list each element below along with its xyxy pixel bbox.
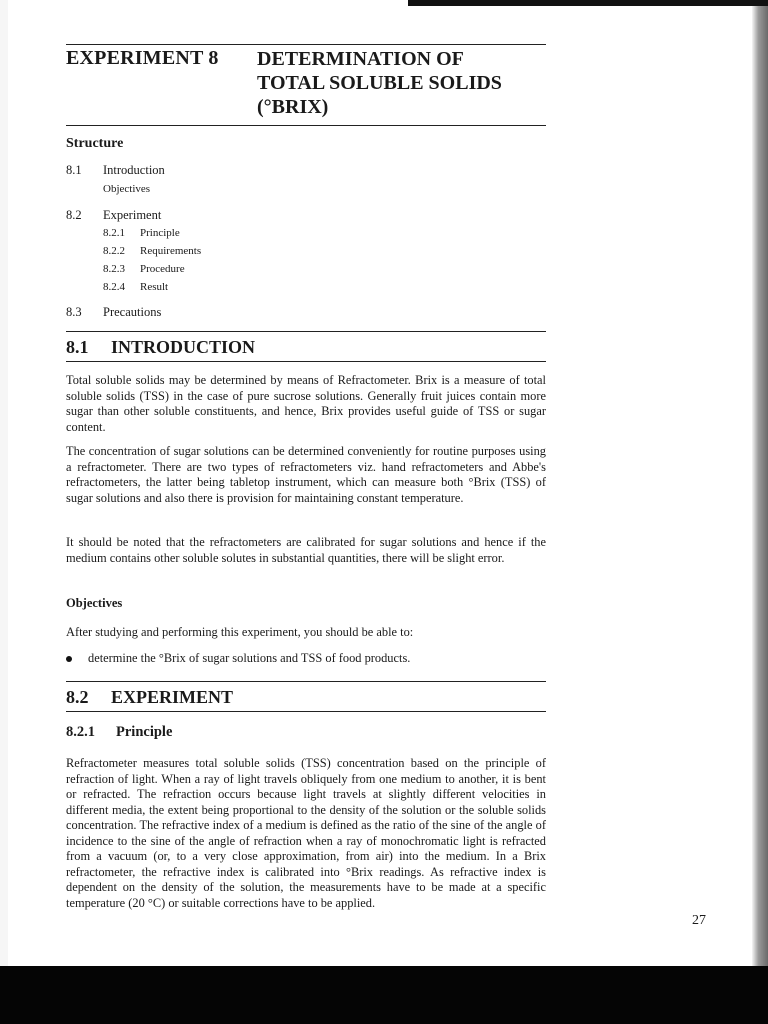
section-heading-experiment bbox=[66, 687, 233, 708]
toc-label: Introduction bbox=[103, 163, 165, 177]
toc-sublabel: Result bbox=[140, 281, 169, 293]
section-title: EXPERIMENT bbox=[111, 687, 234, 707]
toc-subnumber: 8.2.1 bbox=[103, 227, 125, 239]
scan-top-edge bbox=[408, 0, 768, 6]
title-bottom-rule bbox=[66, 125, 546, 126]
section-8-2-bottom-rule bbox=[66, 711, 546, 712]
objective-bullet bbox=[66, 651, 410, 666]
title-line-1: DETERMINATION OF bbox=[257, 48, 464, 70]
page-number: 27 bbox=[692, 913, 706, 928]
objectives-heading: Objectives bbox=[66, 596, 123, 610]
title-line-3: (°BRIX) bbox=[257, 96, 329, 118]
toc-subitem-result bbox=[103, 281, 168, 293]
section-heading-introduction bbox=[66, 337, 255, 358]
toc-number: 8.1 bbox=[66, 163, 82, 177]
toc-subnumber: 8.2.3 bbox=[103, 263, 125, 275]
intro-paragraph-3: It should be noted that the refractometers are calibrated for sugar solutions and hence if the medium contains other soluble solutes in substantial quantities, there will be slight error. bbox=[66, 535, 546, 565]
section-title: INTRODUCTION bbox=[111, 337, 256, 357]
structure-heading: Structure bbox=[66, 136, 124, 151]
section-8-2-top-rule bbox=[66, 681, 546, 682]
title-top-rule bbox=[66, 44, 546, 45]
toc-subitem-requirements bbox=[103, 245, 201, 257]
objectives-intro: After studying and performing this experiment, you should be able to: bbox=[66, 625, 414, 639]
subsection-number: 8.2.1 bbox=[66, 724, 95, 740]
toc-number: 8.3 bbox=[66, 305, 82, 319]
toc-subnumber: 8.2.2 bbox=[103, 245, 125, 257]
experiment-title bbox=[257, 47, 547, 119]
intro-paragraph-1: Total soluble solids may be determined by means of Refractometer. Brix is a measure of total soluble solids (TSS) in the case of pure sucrose solutions. Generally fruit juices contain more sugar than other soluble constituents, and hence, Brix provides useful guide of TSS or sugar content. bbox=[66, 373, 546, 434]
intro-paragraph-2: The concentration of sugar solutions can be determined conveniently for routine purposes using a refractometer. There are two types of refractometers viz. hand refractometers and Abbe's refractometers, the latter being tabletop instrument, which can measure both °Brix (TSS) of sugar solutions and also there is provision for maintaining constant temperature. bbox=[66, 444, 546, 505]
subsection-title: Principle bbox=[116, 724, 173, 740]
toc-label: Experiment bbox=[103, 208, 162, 222]
objective-text: determine the °Brix of sugar solutions and TSS of food products. bbox=[88, 651, 411, 665]
toc-subitem-principle bbox=[103, 227, 180, 239]
toc-subitem-procedure bbox=[103, 263, 185, 275]
section-8-1-top-rule bbox=[66, 331, 546, 332]
toc-sublabel: Procedure bbox=[140, 263, 185, 275]
principle-paragraph: Refractometer measures total soluble solids (TSS) concentration based on the principle of refraction of light. When a ray of light travels obliquely from one medium to another, it is bent or refracted. The refraction occurs because light travels at slightly different velocities in different media, the extent being proportional to the density of the solution or the soluble solids concentration. The refractive index of a medium is defined as the ratio of the sine of the angle of incidence to the sine of the angle of refraction when a ray of monochromatic light is refracted from a vacuum (or, to a very close approximation, from air) into the medium. In a Brix refractometer, the refractive index is calibrated into °Brix readings. As refractive index is dependent on the density of the solution, the measurements have to be made at a specific temperature (20 °C) or suitable corrections have to be applied. bbox=[66, 756, 546, 910]
scan-right-shadow bbox=[752, 6, 768, 966]
bullet-icon bbox=[66, 656, 72, 662]
section-8-1-bottom-rule bbox=[66, 361, 546, 362]
title-line-2: TOTAL SOLUBLE SOLIDS bbox=[257, 72, 502, 94]
toc-subitem-objectives: Objectives bbox=[103, 183, 151, 195]
toc-sublabel: Principle bbox=[140, 227, 180, 239]
toc-subnumber: 8.2.4 bbox=[103, 281, 125, 293]
scan-left-edge bbox=[0, 0, 8, 966]
experiment-number: EXPERIMENT 8 bbox=[66, 47, 219, 69]
scan-bottom-band bbox=[0, 966, 768, 1024]
subsection-heading-principle bbox=[66, 724, 172, 741]
toc-sublabel: Requirements bbox=[140, 245, 202, 257]
section-number: 8.1 bbox=[66, 337, 89, 357]
section-number: 8.2 bbox=[66, 687, 89, 707]
toc-label: Precautions bbox=[103, 305, 162, 319]
toc-number: 8.2 bbox=[66, 208, 82, 222]
